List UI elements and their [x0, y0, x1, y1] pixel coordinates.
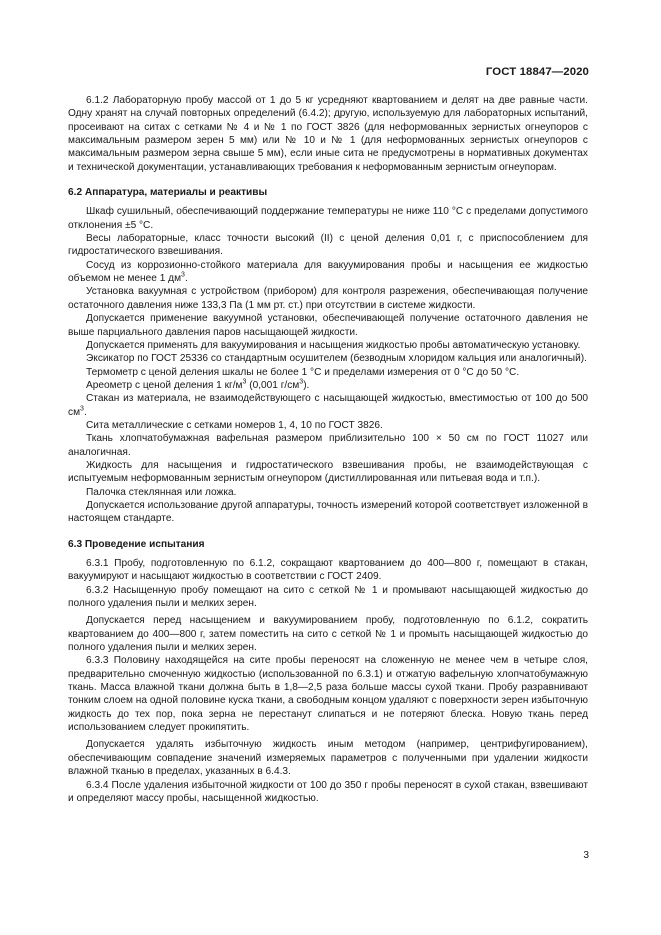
apparatus-item: Жидкость для насыщения и гидростатического взвешивания пробы, не взаимодействующая с испытуемым неформованным зернистым огнеупором (дистиллированная или питьевая вода и т.п.). [68, 459, 588, 485]
apparatus-item: Допускается применение вакуумной установки, обеспечивающей получение остаточного давления не выше парциального давления паров насыщающей жидкости. [68, 313, 588, 338]
paragraph-6-1-2: 6.1.2 Лабораторную пробу массой от 1 до 5 кг усредняют квартованием и делят на две равные части. Одну хранят на случай повторных определений (6.4.2); другую, используемую для лабораторных испытаний, просеивают на ситах с сетками № 4 и № 1 по ГОСТ 3826 (для неформованных зернистых огнеупоров с максимальным размером зерен 5 мм) или № 10 и № 1 (для неформованных зернистых огнеупоров с максимальным размером зерна свыше 5 мм), если иные сита не предусмотрены в нормативных документах и технической документации, устанавливающих требования к неформованным зернистым огнеупорам. [68, 95, 588, 173]
document-body [68, 94, 588, 805]
apparatus-item: Палочка стеклянная или ложка. [86, 486, 237, 498]
apparatus-item: Установка вакуумная с устройством (прибором) для контроля разрежения, обеспечивающая получение остаточного давления ниже 133,3 Па (1 мм рт. ст.) при отсутствии в системе жидкости. [68, 286, 588, 311]
procedure-paragraph: 6.3.1 Пробу, подготовленную по 6.1.2, сокращают квартованием до 400—800 г, помещают в стакан, вакуумируют и насыщают жидкостью в соответствии с ГОСТ 2409. [68, 558, 588, 583]
apparatus-item: Шкаф сушильный, обеспечивающий поддержание температуры не ниже 110 °С с пределами допустимого отклонения ±5 °С. [68, 206, 588, 231]
apparatus-item: Сита металлические с сетками номеров 1, 4, 10 по ГОСТ 3826. [86, 419, 383, 431]
page-number: 3 [583, 850, 589, 861]
apparatus-item: Весы лабораторные, класс точности высокий (II) с ценой деления 0,01 г, с приспособлением для гидростатического взвешивания. [68, 233, 588, 258]
section-heading-6-2: 6.2 Аппаратура, материалы и реактивы [68, 187, 268, 199]
apparatus-item: Допускается использование другой аппаратуры, точность измерений которой соответствует изложенной в настоящем стандарте. [68, 499, 588, 525]
apparatus-item: Ткань хлопчатобумажная вафельная размером приблизительно 100 × 50 см по ГОСТ 11027 или аналогичная. [68, 433, 588, 458]
procedure-paragraph: 6.3.2 Насыщенную пробу помещают на сито с сеткой № 1 и промывают насыщающей жидкостью до полного удаления пыли и мелких зерен. [68, 584, 588, 610]
apparatus-item: Стакан из материала, не взаимодействующего с насыщающей жидкостью, вместимостью от 100 до 500 $см^3$. [68, 393, 588, 418]
procedure-paragraph: 6.3.3 Половину находящейся на сите пробы переносят на сложенную не менее чем в четыре слоя, предварительно смоченную жидкостью (использованной по 6.3.1) и отжатую вафельную хлопчатобумажную ткань. Масса влажной ткани должна быть в 1,8—2,5 раза больше массы сухой ткани. Пробу разравнивают тонким слоем на одной половине куска ткани, а свободным концом удаляют с поверхности зерен избыточную жидкость до тех пор, пока зерна не перестанут слипаться и не потеряют блеска. Новую ткань перед использованием следует прокипятить. [68, 655, 588, 734]
section-heading-6-3: 6.3 Проведение испытания [68, 538, 205, 550]
procedure-paragraph: Допускается удалять избыточную жидкость иным методом (например, центрифугированием), обеспечивающим совпадение значений измеряемых параметров с полученными при удалении жидкости влажной тканью в пределах, указанных в 6.4.3. [68, 739, 588, 778]
apparatus-item: Сосуд из коррозионно-стойкого материала для вакуумирования пробы и насыщения ее жидкостью объемом не менее 1 $дм^3$. [68, 259, 588, 285]
apparatus-item: Термометр с ценой деления шкалы не более 1 °С и пределами измерения от 0 °С до 50 °С. [86, 366, 520, 378]
document-header: ГОСТ 18847—2020 [485, 66, 589, 78]
procedure-paragraph: Допускается перед насыщением и вакуумированием пробу, подготовленную по 6.1.2, сократить квартованием до 400—800 г, затем поместить на сито с сеткой № 1 и промыть насыщающей жидкостью до полного удаления пыли и мелких зерен. [68, 615, 588, 654]
apparatus-item: Допускается применять для вакуумирования и насыщения жидкостью пробы автоматическую установку. [86, 339, 581, 351]
apparatus-item: Ареометр с ценой деления 1 $кг/м^3$ (0,001 $г/см^3$). [86, 378, 310, 391]
apparatus-item: Эксикатор по ГОСТ 25336 со стандартным осушителем (безводным хлоридом кальция или аналогичный). [86, 353, 587, 365]
procedure-paragraph: 6.3.4 После удаления избыточной жидкости от 100 до 350 г пробы переносят в сухой стакан, взвешивают и определяют массу пробы, насыщенной жидкостью. [68, 779, 588, 804]
